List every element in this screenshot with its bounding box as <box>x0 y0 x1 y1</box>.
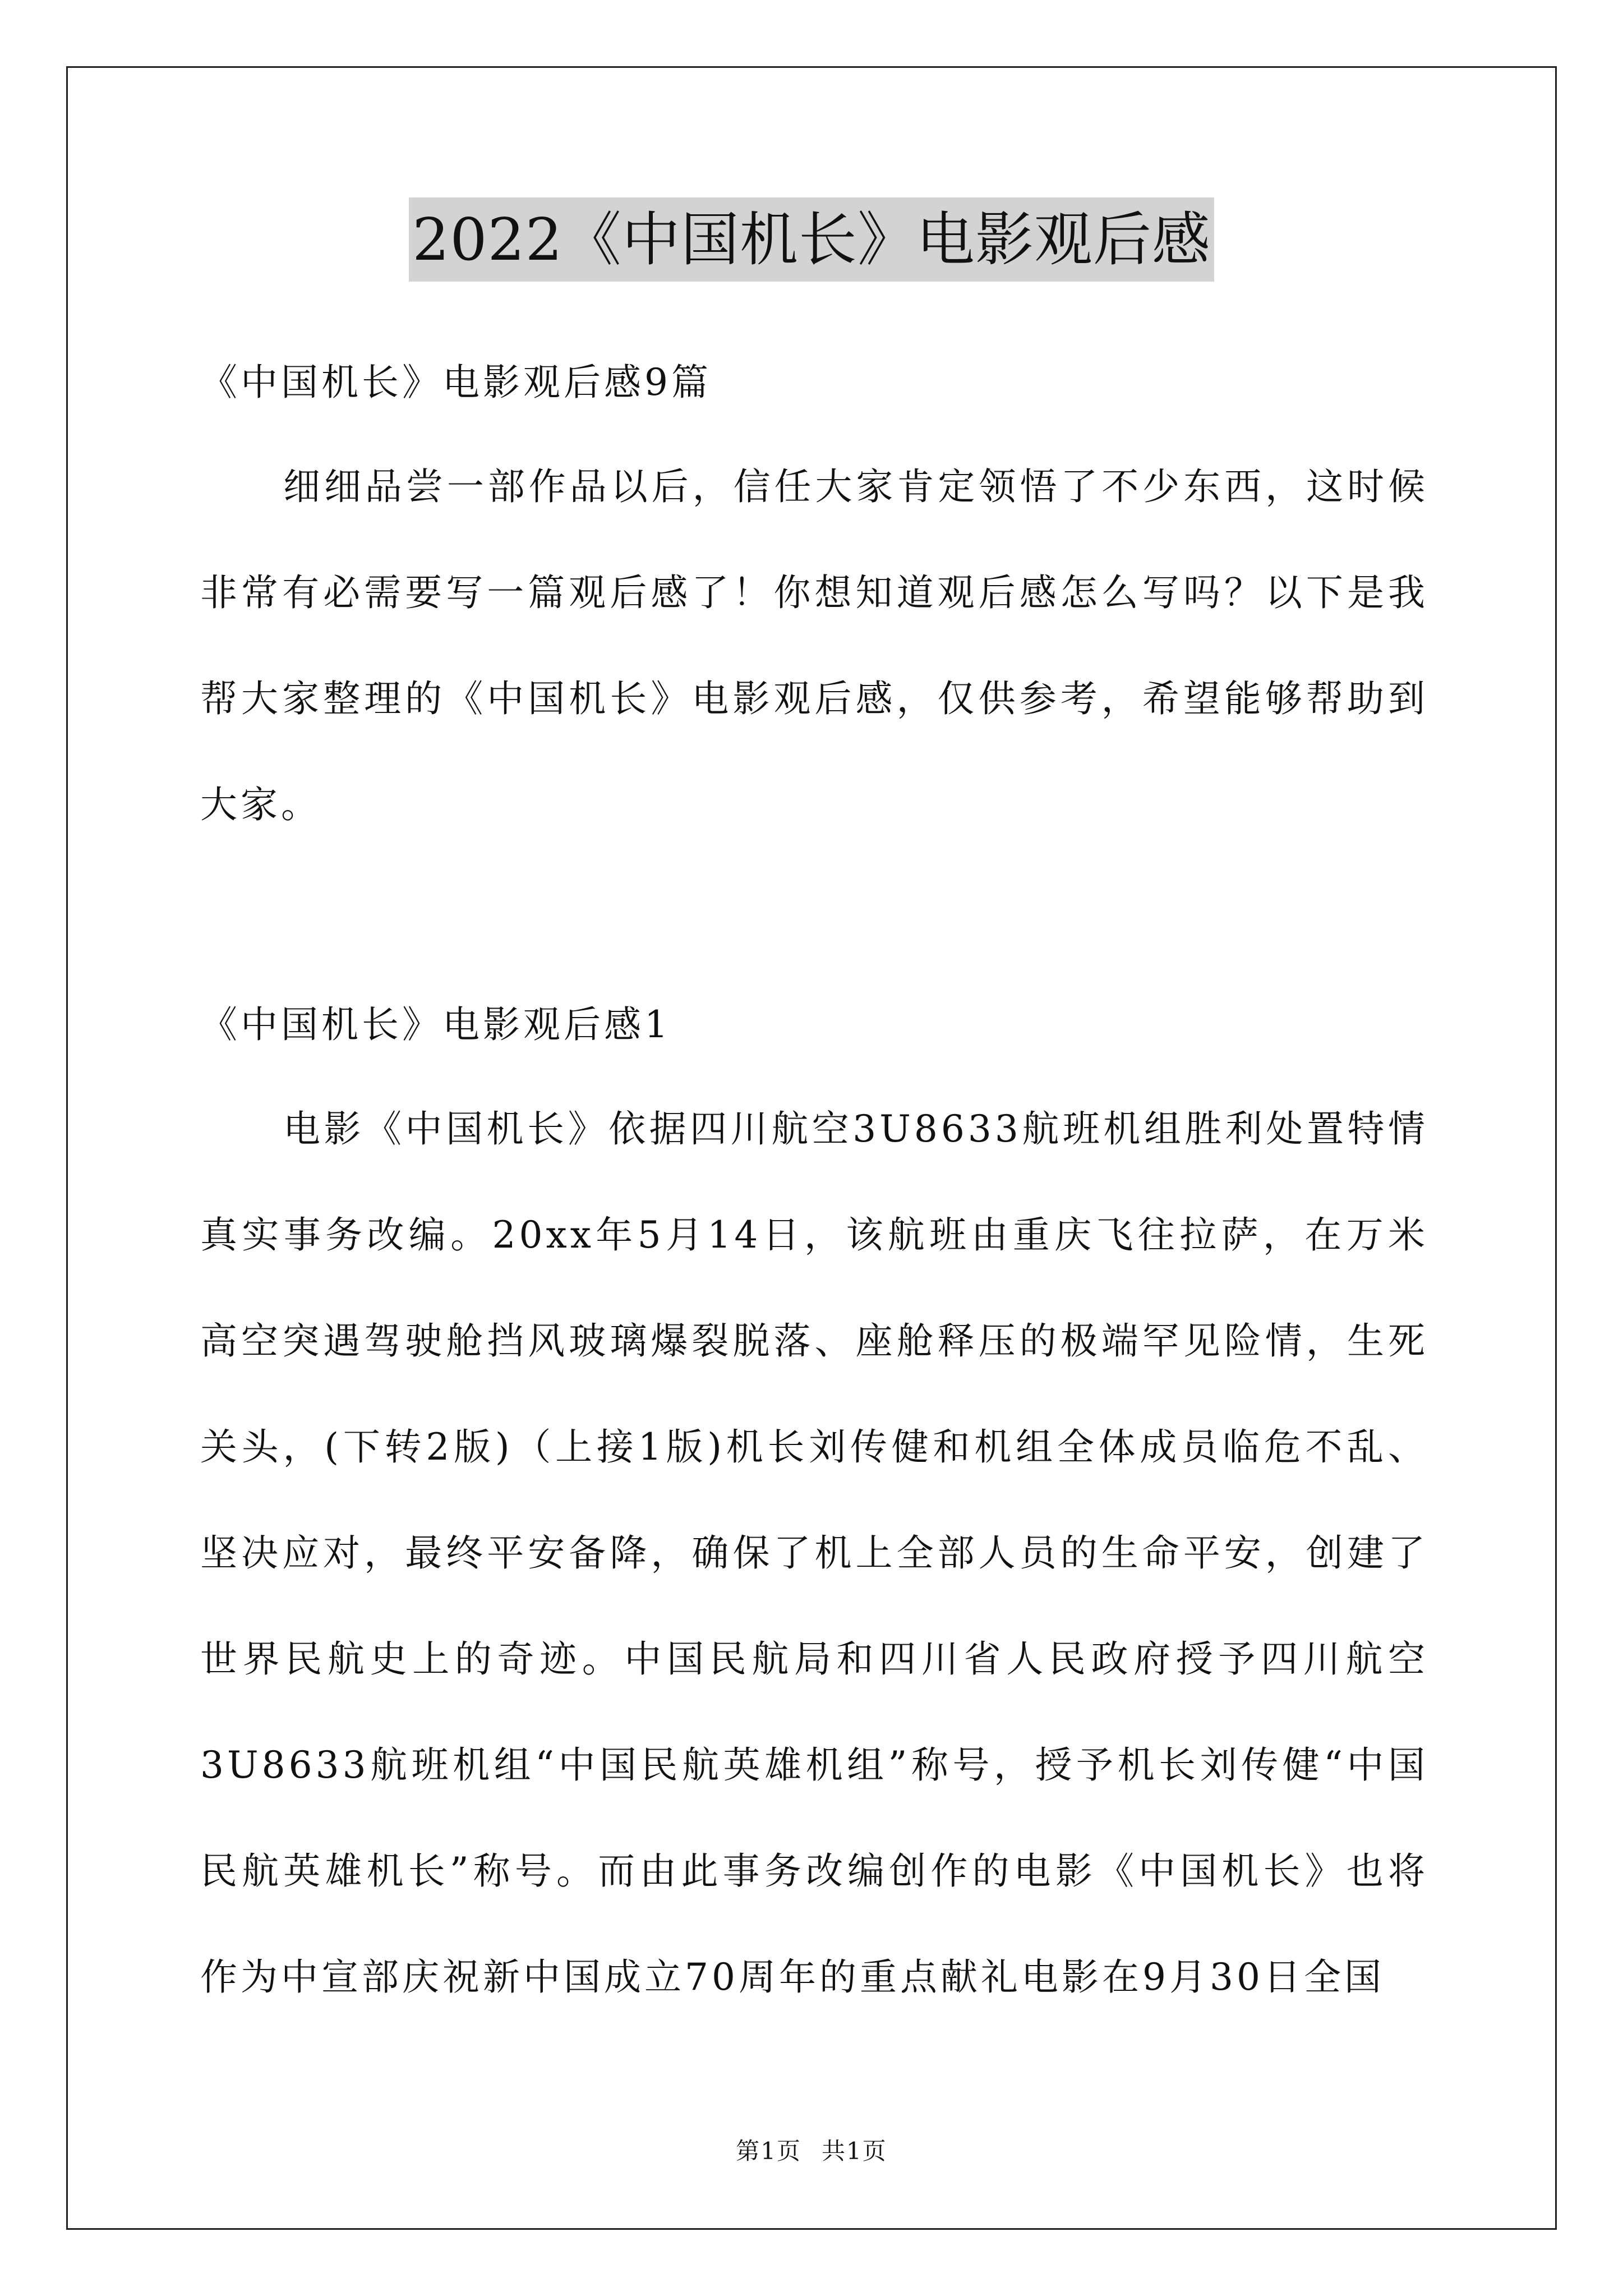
page-total: 共1页 <box>822 2137 887 2165</box>
section-body-1: 电影《中国机长》依据四川航空3U8633航班机组胜利处置特情真实事务改编。20xx年5月14日，该航班由重庆飞往拉萨，在万米高空突遇驾驶舱挡风玻璃爆裂脱落、座舱释压的极端罕见险情，生死关头，(下转2版)（上接1版)机长刘传健和机组全体成员临危不乱、坚决应对，最终平安备降，确保了机上全部人员的生命平安，创建了世界民航史上的奇迹。中国民航局和四川省人民政府授予四川航空3U8633航班机组“中国民航英雄机组”称号，授予机长刘传健“中国民航英雄机长”称号。而由此事务改编创作的电影《中国机长》也将作为中宣部庆祝新中国成立70周年的重点献礼电影在9月30日全国 <box>200 1107 1428 1999</box>
document-title: 2022《中国机长》电影观后感 <box>409 197 1214 282</box>
document-subtitle: 《中国机长》电影观后感9篇 <box>200 361 712 404</box>
title-container <box>0 197 1623 282</box>
section-heading-1: 《中国机长》电影观后感1 <box>200 1003 671 1046</box>
page-footer <box>0 2134 1623 2168</box>
page-number: 第1页 <box>736 2137 801 2165</box>
intro-paragraph: 细细品尝一部作品以后，信任大家肯定领悟了不少东西，这时候非常有必需要写一篇观后感了！你想知道观后感怎么写吗？以下是我帮大家整理的《中国机长》电影观后感，仅供参考，希望能够帮助到大家。 <box>200 465 1428 826</box>
